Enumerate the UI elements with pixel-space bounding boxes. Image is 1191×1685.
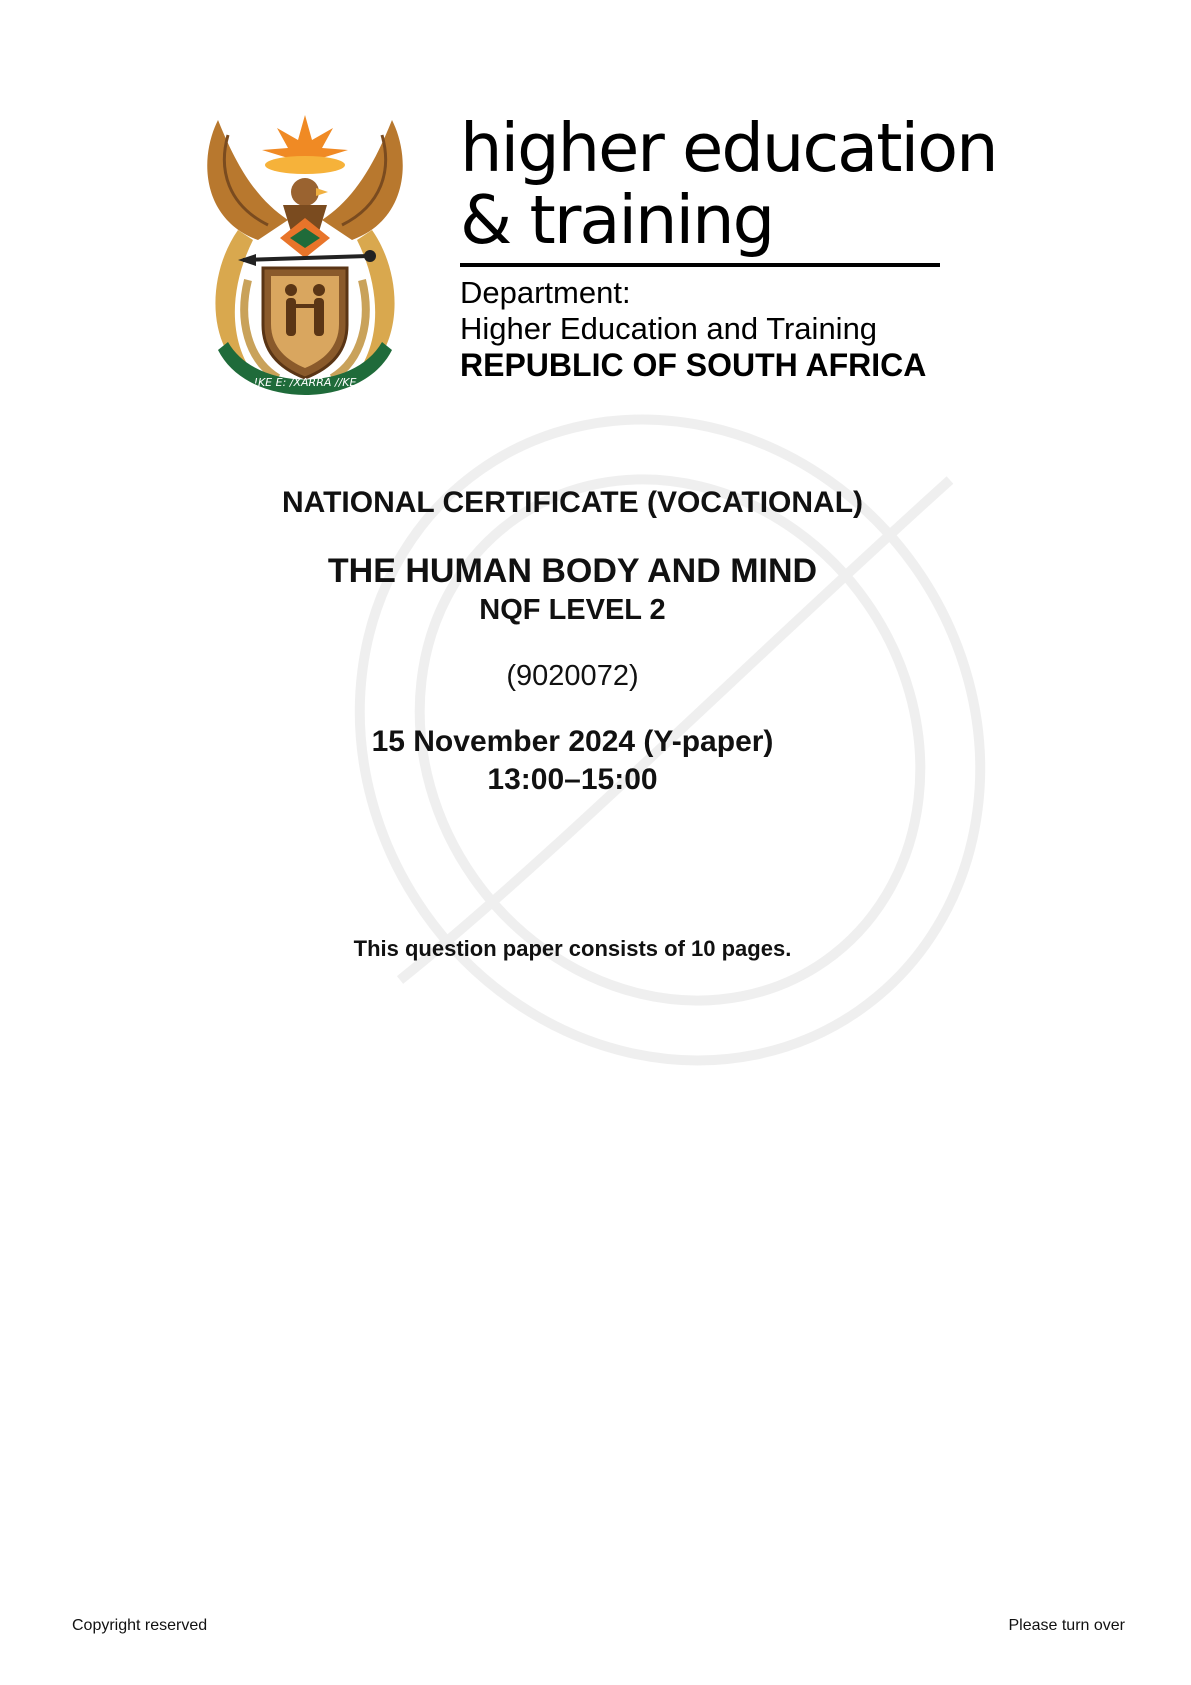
subject-title: THE HUMAN BODY AND MIND: [327, 552, 818, 590]
page-count-note: This question paper consists of 10 pages.: [353, 936, 792, 961]
department-label: Department:: [460, 275, 631, 310]
department-name: Higher Education and Training: [460, 311, 878, 346]
copyright-footer: Copyright reserved: [72, 1617, 208, 1634]
certificate-title: NATIONAL CERTIFICATE (VOCATIONAL): [281, 486, 864, 519]
country-name: REPUBLIC OF SOUTH AFRICA: [460, 347, 927, 383]
crest-motto: !KE E: /XARRA //KE: [253, 376, 357, 389]
brand-line-1: higher education: [460, 109, 997, 187]
subject-code: (9020072): [506, 660, 639, 692]
turn-over-footer: Please turn over: [1008, 1617, 1125, 1634]
brand-divider: [460, 263, 940, 267]
brand-line-2: & training: [460, 181, 774, 259]
brand-wordmark: [460, 109, 997, 259]
exam-date: 15 November 2024 (Y-paper): [371, 725, 774, 758]
coat-of-arms-icon: [198, 110, 412, 398]
exam-time: 13:00–15:00: [487, 763, 658, 796]
nqf-level: NQF LEVEL 2: [479, 594, 666, 626]
